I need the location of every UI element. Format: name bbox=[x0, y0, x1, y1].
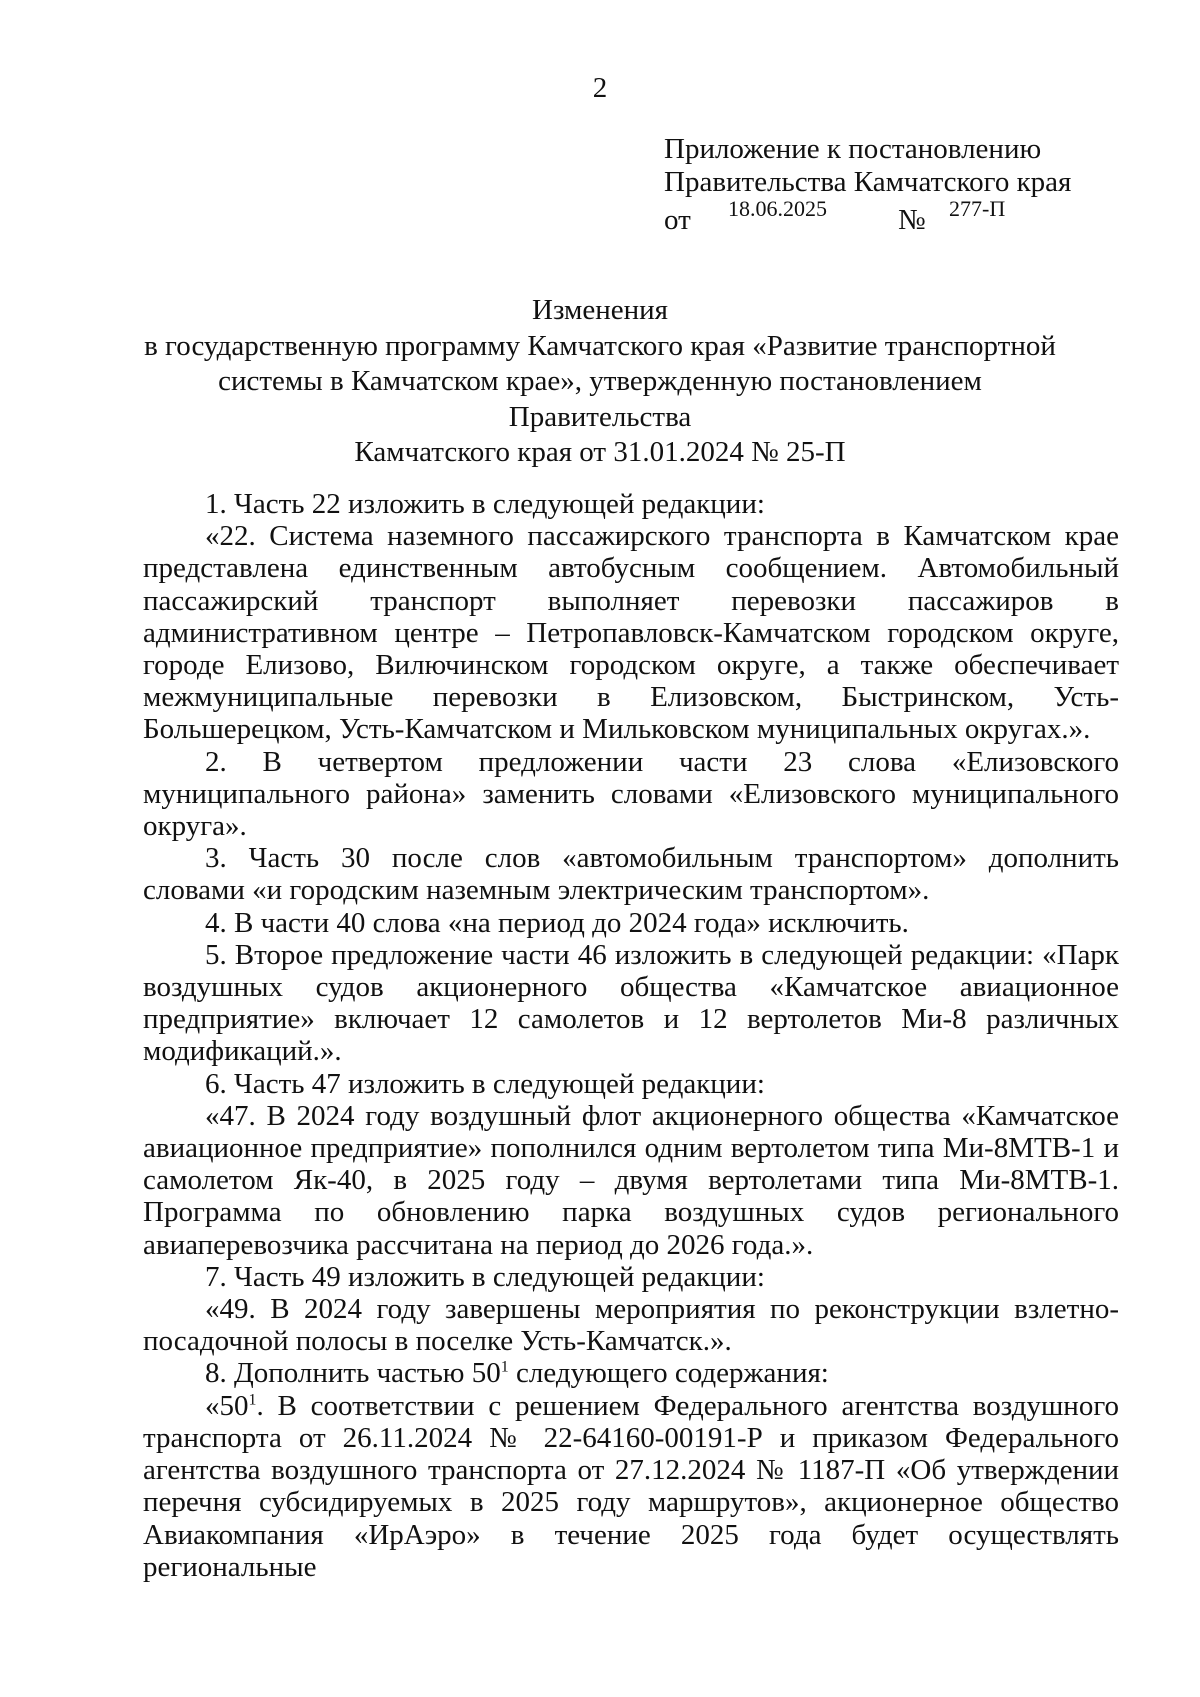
paragraph-12-sup: 1 bbox=[248, 1391, 257, 1409]
appendix-line-2: Правительства Камчатского края bbox=[664, 166, 1072, 198]
title-line-2: системы в Камчатском крае», утвержденную постановлением Правительства bbox=[218, 365, 982, 433]
paragraph-12-post: . В соответствии с решением Федерального агентства воздушного транспорта от 26.11.2024 № 22-64160-00191-Р и приказом Федерального агентства воздушного транспорта от 27.12.2024 № 1187-П «Об утверждении перечня субсидируемых в 2025 году маршрутов», акционерное общество Авиакомпания «ИрАэро» в течение 2025 года будет осуществлять региональные bbox=[143, 1389, 1119, 1583]
appendix-header bbox=[664, 133, 1071, 199]
paragraph-3: 2. В четвертом предложении части 23 слова «Елизовского муниципального района» заменить словами «Елизовского муниципального округа». bbox=[143, 745, 1119, 843]
title-line-3: Камчатского края от 31.01.2024 № 25-П bbox=[354, 436, 846, 468]
from-label: от bbox=[664, 204, 691, 236]
paragraph-11-post: следующего содержания: bbox=[508, 1357, 829, 1390]
paragraph-10: «49. В 2024 году завершены мероприятия по реконструкции взлетно-посадочной полосы в поселке Усть-Камчатск.». bbox=[143, 1293, 1119, 1358]
appendix-line-1: Приложение к постановлению bbox=[664, 133, 1042, 165]
document-body bbox=[143, 488, 1119, 1583]
page-number: 2 bbox=[592, 72, 608, 104]
resolution-meta bbox=[664, 196, 1024, 236]
number-label: № bbox=[898, 204, 926, 236]
paragraph-11-pre: 8. Дополнить частью 50 bbox=[205, 1357, 501, 1390]
paragraph-8: «47. В 2024 году воздушный флот акционерного общества «Камчатское авиационное предприятие» пополнился одним вертолетом типа Ми-8МТВ-1 и самолетом Як-40, в 2025 году – двумя вертолетами типа Ми-8МТВ-1. Программа по обновлению парка воздушных судов регионального авиаперевозчика рассчитана на период до 2026 года.». bbox=[143, 1099, 1119, 1261]
paragraph-2: «22. Система наземного пассажирского транспорта в Камчатском крае представлена единственным автобусным сообщением. Автомобильный пассажирский транспорт выполняет перевозки пассажиров в административном центре – Петропавловск-Камчатском городском округе, городе Елизово, Вилючинском городском округе, а также обеспечивает межмуниципальные перевозки в Елизовском, Быстринском, Усть-Большерецком, Усть-Камчатском и Мильковском муниципальных округах.». bbox=[143, 520, 1119, 746]
paragraph-12 bbox=[143, 1390, 1119, 1583]
paragraph-1: 1. Часть 22 изложить в следующей редакции: bbox=[205, 488, 765, 520]
paragraph-5: 4. В части 40 слова «на период до 2024 года» исключить. bbox=[205, 906, 909, 939]
title-heading: Изменения bbox=[532, 294, 668, 326]
resolution-number: 277-П bbox=[949, 196, 1006, 221]
paragraph-12-pre: «50 bbox=[205, 1389, 249, 1422]
paragraph-4: 3. Часть 30 после слов «автомобильным транспортом» дополнить словами «и городским наземным электрическим транспортом». bbox=[143, 842, 1119, 907]
resolution-date: 18.06.2025 bbox=[728, 196, 827, 221]
paragraph-11 bbox=[143, 1357, 1119, 1389]
paragraph-7: 6. Часть 47 изложить в следующей редакции: bbox=[205, 1067, 765, 1100]
title-line-1: в государственную программу Камчатского края «Развитие транспортной bbox=[144, 329, 1056, 362]
paragraph-11-sup: 1 bbox=[500, 1358, 509, 1376]
paragraph-9: 7. Часть 49 изложить в следующей редакции: bbox=[205, 1260, 765, 1293]
document-title bbox=[140, 293, 1060, 471]
paragraph-6: 5. Второе предложение части 46 изложить в следующей редакции: «Парк воздушных судов акционерного общества «Камчатское авиационное предприятие» включает 12 самолетов и 12 вертолетов Ми-8 различных модификаций.». bbox=[143, 938, 1119, 1068]
